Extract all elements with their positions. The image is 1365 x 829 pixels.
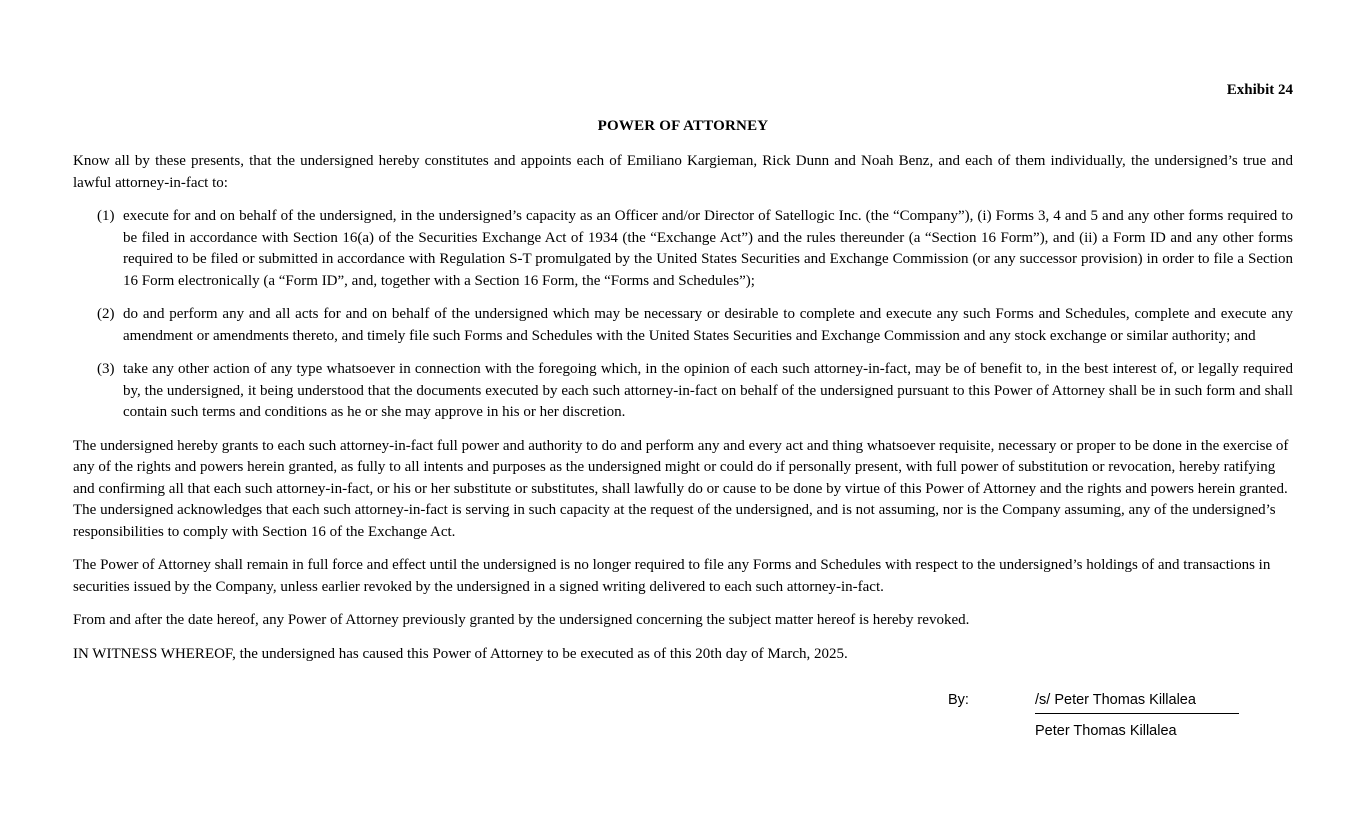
signature-column: [1035, 691, 1239, 740]
item-number: (3): [97, 361, 115, 377]
list-item-2: [97, 304, 1293, 347]
item-text: do and perform any and all acts for and on behalf of the undersigned which may be necessary or desirable to complete and execute any such Forms and Schedules, complete and execute any amendment or amendments thereto, and timely file such Forms and Schedules with the United States Securities and Exchange Commission and any stock exchange or similar authority; and: [123, 306, 1293, 344]
document-title: POWER OF ATTORNEY: [597, 117, 769, 134]
item-number: (1): [97, 208, 115, 224]
witness-paragraph: IN WITNESS WHEREOF, the undersigned has caused this Power of Attorney to be executed as of this 20th day of March, 2025.: [73, 645, 848, 662]
item-number: (2): [97, 306, 115, 322]
list-item-3: [97, 359, 1293, 424]
grant-paragraph: The undersigned hereby grants to each such attorney-in-fact full power and authority to do and perform any and every act and thing whatsoever requisite, necessary or proper to be done in the exercise of any of the rights and powers herein granted, as fully to all intents and purposes as the undersigned might or could do if personally present, with full power of substitution or revocation, hereby ratifying and confirming all that each such attorney-in-fact, or his or her substitute or substitutes, shall lawfully do or cause to be done by virtue of this Power of Attorney and the rights and powers herein granted. The undersigned acknowledges that each such attorney-in-fact is serving in such capacity at the request of the undersigned, and is not assuming, nor is the Company assuming, any of the undersigned’s responsibilities to comply with Section 16 of the Exchange Act.: [73, 437, 1289, 540]
numbered-list: [97, 206, 1293, 424]
exhibit-label: Exhibit 24: [1226, 82, 1293, 98]
item-text: execute for and on behalf of the undersigned, in the undersigned’s capacity as an Officer and/or Director of Satellogic Inc. (the “Company”), (i) Forms 3, 4 and 5 and any other forms required to be filed in accordance with Section 16(a) of the Securities Exchange Act of 1934 (the “Exchange Act”) and the rules thereunder (a “Section 16 Form”), and (ii) a Form ID and any other forms required to be filed or submitted in accordance with Regulation S-T promulgated by the United States Securities and Exchange Commission (or any successor provision) in order to file a Section 16 Form electronically (a “Form ID”, and, together with a Section 16 Form, the “Forms and Schedules”);: [123, 208, 1293, 289]
list-item-1: [97, 206, 1293, 292]
intro-paragraph: Know all by these presents, that the undersigned hereby constitutes and appoints each of Emiliano Kargieman, Rick Dunn and Noah Benz, and each of them individually, the undersigned’s true and lawful attorney-in-fact to:: [73, 153, 1293, 191]
signature-block: [948, 691, 1293, 740]
duration-paragraph: The Power of Attorney shall remain in full force and effect until the undersigned is no longer required to file any Forms and Schedules with respect to the undersigned’s holdings of and transactions in securities issued by the Company, unless earlier revoked by the undersigned in a signed writing delivered to each such attorney-in-fact.: [73, 557, 1271, 595]
item-text: take any other action of any type whatsoever in connection with the foregoing which, in the opinion of each such attorney-in-fact, may be of benefit to, in the best interest of, or legally required by, the undersigned, it being understood that the documents executed by each such attorney-in-fact on behalf of the undersigned pursuant to this Power of Attorney shall be in such form and shall contain such terms and conditions as he or she may approve in his or her discretion.: [123, 361, 1293, 420]
printed-name: Peter Thomas Killalea: [1035, 723, 1177, 739]
revocation-paragraph: From and after the date hereof, any Power of Attorney previously granted by the undersigned concerning the subject matter hereof is hereby revoked.: [73, 612, 970, 628]
signature-text: /s/ Peter Thomas Killalea: [1035, 691, 1239, 714]
by-label: By:: [948, 692, 969, 708]
